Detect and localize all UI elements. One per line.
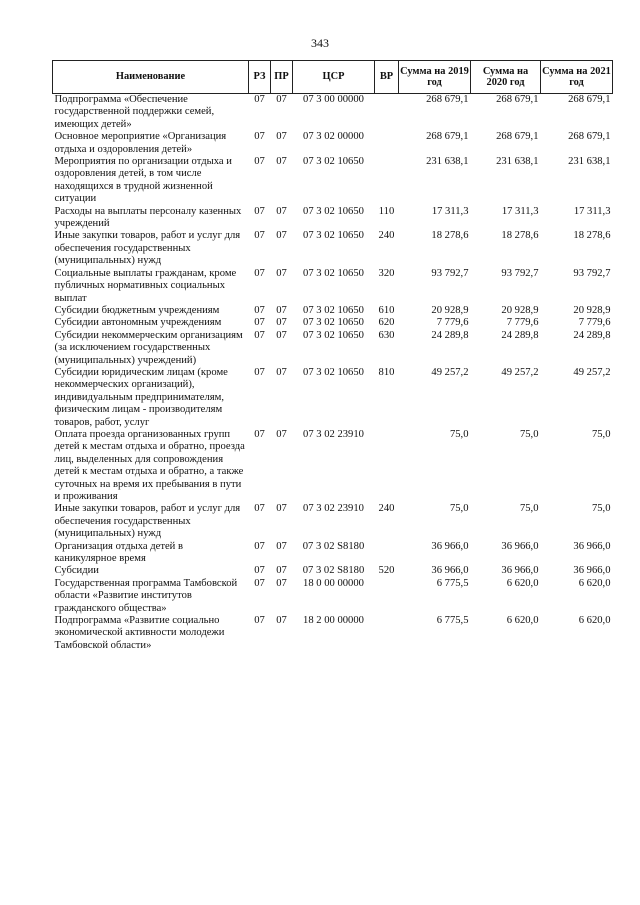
row-rz: 07 [254,317,265,329]
row-sum-2021: 6 620,0 [578,577,611,589]
row-rz: 07 [254,577,265,589]
row-sum-2021: 36 966,0 [573,540,611,552]
row-sum-2021: 268 679,1 [568,94,611,105]
row-sum-2020: 268 679,1 [496,131,539,143]
row-vr: 320 [378,267,395,279]
row-csr: 07 3 02 S8180 [302,565,365,577]
row-rz: 07 [254,230,265,242]
row-vr [375,578,399,615]
row-name: Государственная программа Тамбовской области «Развитие институтов гражданского общества» [54,577,238,614]
row-pr: 07 [276,540,287,552]
row-sum-2021: 75,0 [591,503,611,515]
row-pr: 07 [276,577,287,589]
row-sum-2019: 6 775,5 [436,615,469,627]
row-sum-2021: 7 779,6 [578,317,611,329]
row-rz: 07 [254,329,265,341]
row-rz: 07 [254,540,265,552]
row-sum-2021: 75,0 [591,428,611,440]
row-pr: 07 [276,230,287,242]
row-vr: 630 [378,329,395,341]
row-rz: 07 [254,156,265,168]
row-pr: 07 [276,156,287,168]
row-vr: 810 [378,366,395,378]
row-sum-2021: 18 278,6 [573,230,611,242]
table-row [53,305,613,317]
table-row [53,94,613,132]
row-pr: 07 [276,267,287,279]
row-vr: 110 [378,205,395,217]
row-rz: 07 [254,267,265,279]
row-pr: 07 [276,428,287,440]
row-name: Иные закупки товаров, работ и услуг для обеспечения государственных (муниципальных) нужд [54,230,241,267]
row-vr [375,615,399,652]
row-sum-2020: 6 620,0 [506,615,539,627]
row-name: Субсидии некоммерческим организациям (за исключением государственных (муниципальных) учреждений) [54,329,243,366]
row-rz: 07 [254,503,265,515]
row-vr: 240 [378,230,395,242]
row-name: Расходы на выплаты персоналу казенных учреждений [54,205,242,230]
row-sum-2020: 75,0 [519,503,539,515]
row-rz: 07 [254,565,265,577]
row-vr: 240 [378,503,395,515]
row-sum-2020: 20 928,9 [501,304,539,316]
row-rz: 07 [254,205,265,217]
row-vr: 520 [378,565,395,577]
row-rz: 07 [254,94,265,105]
row-csr: 07 3 02 S8180 [302,540,365,552]
table-row [53,206,613,231]
row-vr: 620 [378,317,395,329]
row-name: Подпрограмма «Обеспечение государственной поддержки семей, имеющих детей» [54,94,215,130]
row-csr: 07 3 02 10650 [303,205,364,217]
row-vr [375,156,399,206]
row-csr: 07 3 02 23910 [303,428,364,440]
table-row [53,541,613,566]
row-name: Оплата проезда организованных групп детей к местам отдыха и обратно, проезда лиц, выделенных для сопровождения детей к местам отдыха и обратно, а также суточных на время их пребывания в пути и проживания [54,428,245,502]
row-name: Подпрограмма «Развитие социально экономической активности молодежи Тамбовской области» [54,615,225,651]
row-sum-2019: 17 311,3 [431,205,469,217]
row-sum-2020: 17 311,3 [501,205,539,217]
row-csr: 07 3 02 10650 [303,156,364,168]
row-vr [375,94,399,132]
row-csr: 07 3 02 00000 [303,131,364,143]
header-csr: ЦСР [293,61,375,94]
table-row [53,565,613,577]
row-csr: 07 3 02 10650 [303,317,364,329]
header-name: Наименование [53,61,249,94]
row-sum-2019: 7 779,6 [436,317,469,329]
table-row [53,131,613,156]
table-row [53,429,613,503]
row-csr: 07 3 02 10650 [303,329,364,341]
row-sum-2019: 75,0 [449,503,469,515]
table-row [53,615,613,652]
row-sum-2021: 49 257,2 [573,366,611,378]
row-rz: 07 [254,131,265,143]
row-sum-2019: 231 638,1 [426,156,469,168]
row-vr [375,541,399,566]
row-sum-2019: 36 966,0 [431,540,469,552]
row-csr: 07 3 02 10650 [303,304,364,316]
table-row [53,230,613,267]
row-sum-2020: 36 966,0 [501,565,539,577]
row-sum-2020: 75,0 [519,428,539,440]
row-sum-2020: 18 278,6 [501,230,539,242]
row-name: Организация отдыха детей в каникулярное время [54,540,183,565]
table-row [53,268,613,305]
table-row [53,503,613,540]
row-csr: 07 3 02 23910 [303,503,364,515]
row-rz: 07 [254,428,265,440]
header-rz: РЗ [249,61,271,94]
row-csr: 07 3 02 10650 [303,366,364,378]
row-name: Субсидии бюджетным учреждениям [54,304,220,316]
row-sum-2019: 24 289,8 [431,329,469,341]
header-sum-2019: Сумма на 2019 год [399,61,471,94]
row-name: Мероприятия по организации отдыха и оздоровления детей, в том числе находящихся в трудной жизненной ситуации [54,156,232,205]
row-vr: 610 [378,304,395,316]
table-body [53,94,613,653]
row-pr: 07 [276,317,287,329]
table-row [53,578,613,615]
row-sum-2020: 231 638,1 [496,156,539,168]
row-pr: 07 [276,304,287,316]
row-pr: 07 [276,615,287,627]
row-pr: 07 [276,329,287,341]
table-row [53,367,613,429]
row-sum-2019: 268 679,1 [426,94,469,105]
row-csr: 07 3 02 10650 [303,267,364,279]
row-sum-2019: 93 792,7 [431,267,469,279]
row-name: Основное мероприятие «Организация отдыха и оздоровления детей» [54,131,227,155]
row-sum-2021: 36 966,0 [573,565,611,577]
header-pr: ПР [271,61,293,94]
row-csr: 07 3 00 00000 [303,94,364,105]
row-name: Социальные выплаты гражданам, кроме публичных нормативных социальных выплат [54,267,237,304]
row-sum-2019: 49 257,2 [431,366,469,378]
row-sum-2021: 24 289,8 [573,329,611,341]
row-sum-2021: 268 679,1 [568,131,611,143]
row-csr: 07 3 02 10650 [303,230,364,242]
row-pr: 07 [276,94,287,105]
row-sum-2021: 231 638,1 [568,156,611,168]
budget-table [52,60,613,652]
row-csr: 18 2 00 00000 [303,615,364,627]
row-sum-2020: 49 257,2 [501,366,539,378]
row-sum-2019: 268 679,1 [426,131,469,143]
row-sum-2019: 36 966,0 [431,565,469,577]
row-pr: 07 [276,131,287,143]
row-csr: 18 0 00 00000 [303,577,364,589]
row-name: Субсидии юридическим лицам (кроме некоммерческих организаций), индивидуальным предпринимателям, физическим лицам - производителям товаров, работ, услуг [54,366,228,428]
row-sum-2019: 75,0 [449,428,469,440]
row-sum-2019: 6 775,5 [436,577,469,589]
row-sum-2019: 18 278,6 [431,230,469,242]
header-vr: ВР [375,61,399,94]
row-sum-2021: 93 792,7 [573,267,611,279]
row-sum-2021: 20 928,9 [573,304,611,316]
row-sum-2020: 6 620,0 [506,577,539,589]
table-header-row [53,61,613,94]
row-sum-2021: 6 620,0 [578,615,611,627]
page-number: 343 [311,36,329,50]
row-pr: 07 [276,565,287,577]
row-name: Иные закупки товаров, работ и услуг для обеспечения государственных (муниципальных) нужд [54,503,241,540]
row-sum-2019: 20 928,9 [431,304,469,316]
row-name: Субсидии автономным учреждениям [54,317,222,329]
row-vr [375,131,399,156]
row-name: Субсидии [54,565,99,577]
header-sum-2020: Сумма на 2020 год [471,61,541,94]
row-pr: 07 [276,205,287,217]
row-pr: 07 [276,503,287,515]
table-row [53,330,613,367]
row-vr [375,429,399,503]
row-sum-2020: 36 966,0 [501,540,539,552]
row-sum-2020: 93 792,7 [501,267,539,279]
row-sum-2021: 17 311,3 [573,205,611,217]
row-sum-2020: 268 679,1 [496,94,539,105]
table-row [53,156,613,206]
header-sum-2021: Сумма на 2021 год [541,61,613,94]
row-rz: 07 [254,615,265,627]
row-rz: 07 [254,304,265,316]
row-sum-2020: 24 289,8 [501,329,539,341]
table-row [53,317,613,329]
row-sum-2020: 7 779,6 [506,317,539,329]
row-rz: 07 [254,366,265,378]
row-pr: 07 [276,366,287,378]
